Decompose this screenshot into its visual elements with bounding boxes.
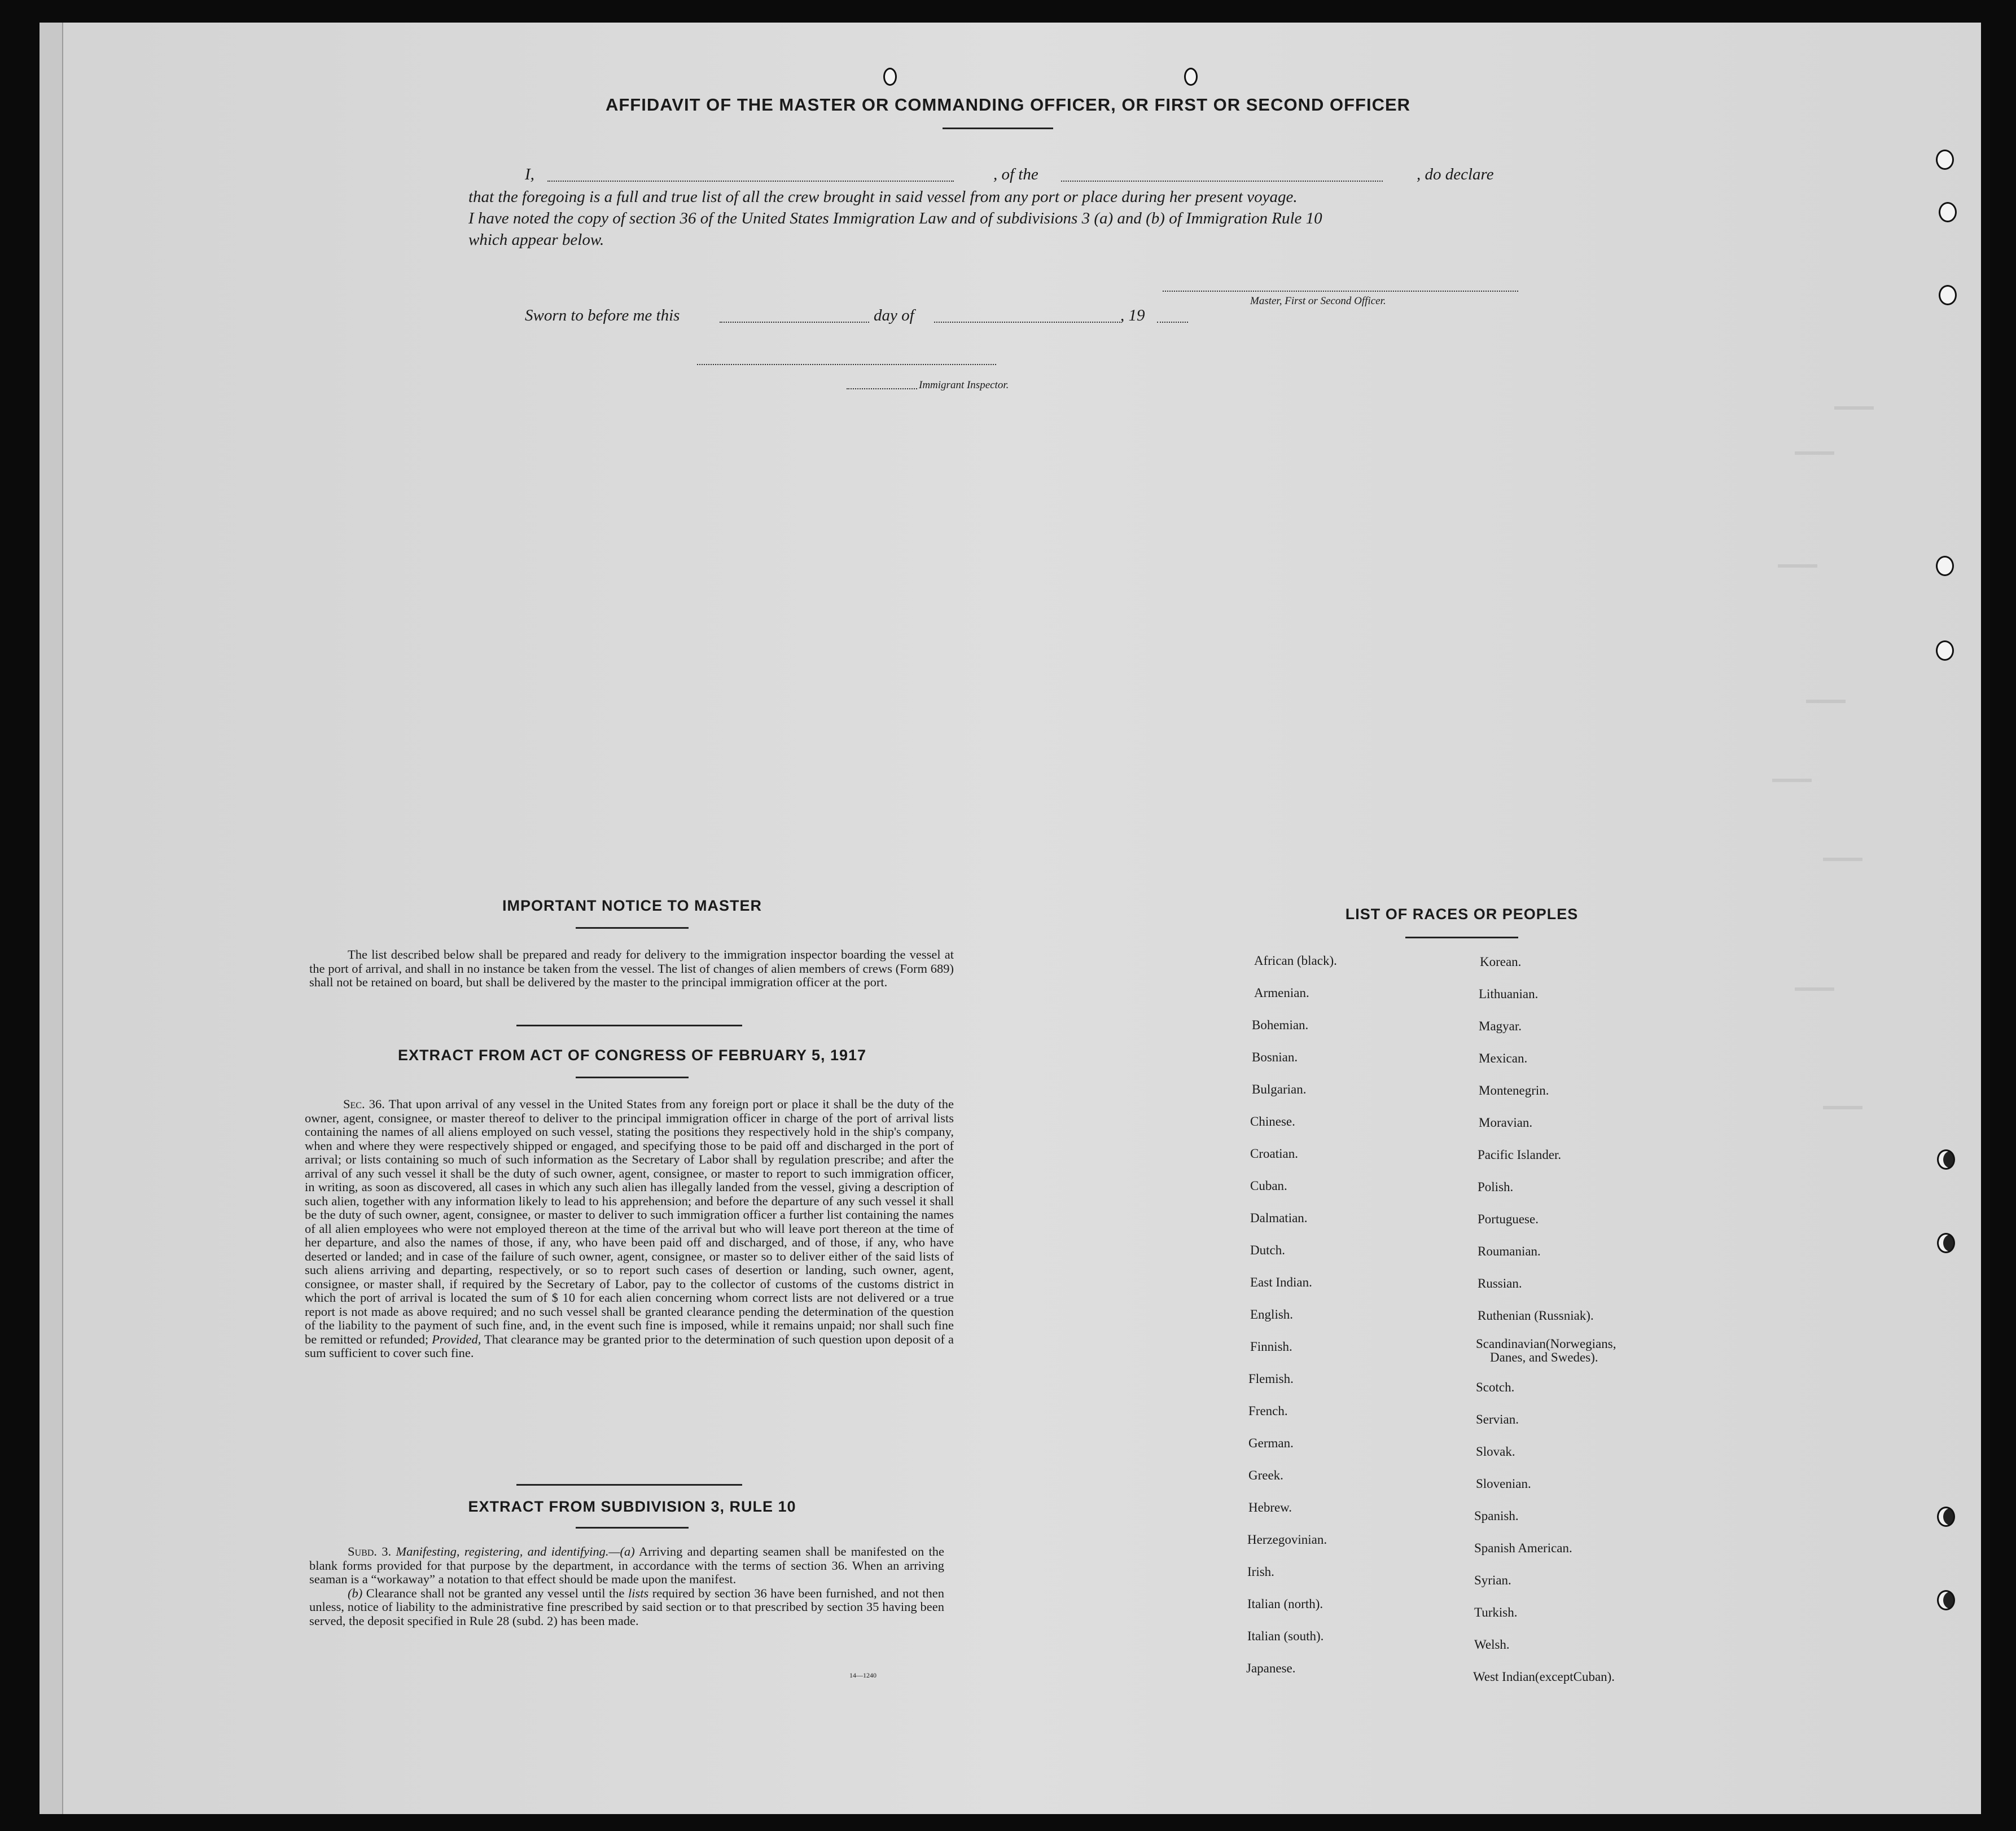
name-field[interactable] <box>547 181 954 182</box>
rule-text-block <box>309 1545 944 1628</box>
act-text-block <box>305 1097 954 1360</box>
lists-word: lists <box>628 1586 649 1600</box>
provided-word: Provided, <box>432 1332 481 1346</box>
rule-text-b2: required by section 36 have been furnished, and not then unless, notice of liability to the administrative fine prescribed by said section or to that prescribed by section 35 having been served, the deposit specified in Rule 28 (subd. 2) has been made. <box>309 1586 945 1628</box>
act-title: EXTRACT FROM ACT OF CONGRESS OF FEBRUARY 5, 1917 <box>397 1047 867 1064</box>
race-item: Chinese. <box>1250 1114 1295 1129</box>
race-item: Polish. <box>1478 1180 1514 1194</box>
notice-text: The list described below shall be prepared and ready for delivery to the immigration inspector boarding the vessel at the port of arrival, and shall in no instance be taken from the vessel. The list of changes of alien members of crews (Form 689) shall not be retained on board, but shall be delivered by the master to the principal immigration officer at the port. <box>309 947 954 989</box>
act-separator <box>516 1484 742 1486</box>
affidavit-declare: , do declare <box>1417 165 1494 183</box>
race-item: Irish. <box>1247 1565 1274 1579</box>
race-item: Finnish. <box>1250 1340 1292 1354</box>
race-item: Magyar. <box>1479 1019 1522 1033</box>
race-item: Lithuanian. <box>1479 987 1539 1001</box>
race-item: Japanese. <box>1246 1661 1296 1675</box>
master-signature-field[interactable] <box>1163 291 1518 292</box>
notice-text-block <box>309 948 954 990</box>
affidavit-line-2: that the foregoing is a full and true list of all the crew brought in said vessel from any port or place during her present voyage. <box>468 188 1298 206</box>
races-title: LIST OF RACES OR PEOPLES <box>1345 906 1579 923</box>
master-signature-caption: Master, First or Second Officer. <box>1250 295 1386 307</box>
race-item: Flemish. <box>1248 1372 1294 1386</box>
race-item: Bohemian. <box>1252 1018 1309 1032</box>
act-title-rule <box>576 1077 689 1078</box>
race-item: Turkish. <box>1474 1605 1518 1619</box>
binder-hole-icon <box>1939 285 1957 305</box>
race-item: English. <box>1250 1307 1294 1321</box>
race-item: East Indian. <box>1250 1275 1312 1289</box>
race-item: Slovak. <box>1476 1444 1515 1459</box>
race-item: Montenegrin. <box>1479 1083 1549 1097</box>
race-item: Scotch. <box>1476 1380 1515 1394</box>
inspector-caption: Immigrant Inspector. <box>919 379 1009 391</box>
notice-title: IMPORTANT NOTICE TO MASTER <box>502 897 762 914</box>
sec-label: Sec. 36. <box>343 1097 385 1111</box>
race-item: Croatian. <box>1250 1147 1298 1161</box>
rule-title-rule <box>576 1527 689 1529</box>
sworn-month-field[interactable] <box>934 322 1120 323</box>
b-label: (b) <box>348 1586 363 1600</box>
race-item: Italian (south). <box>1247 1629 1324 1643</box>
sworn-day-field[interactable] <box>720 322 869 323</box>
affidavit-line-1 <box>525 164 1529 186</box>
year-prefix: , 19 <box>1120 306 1145 324</box>
race-item: Cuban. <box>1250 1179 1287 1193</box>
race-item: Dalmatian. <box>1250 1211 1308 1225</box>
race-item: Spanish. <box>1474 1509 1519 1523</box>
race-item: Spanish American. <box>1474 1541 1572 1555</box>
race-item: Mexican. <box>1479 1051 1528 1065</box>
form-number: 14—1240 <box>849 1671 876 1679</box>
race-item: French. <box>1248 1404 1288 1418</box>
race-item: Servian. <box>1476 1412 1519 1426</box>
binder-hole-icon <box>1936 556 1954 576</box>
act-text-main: That upon arrival of any vessel in the United States from any foreign port or place it shall be the duty of the owner, agent, consignee, or master thereof to deliver to the principal immigration officer in charge of the port of arrival lists containing the names of all aliens employed on such vessel, stating the positions they respectively hold in the ship's company, when and where they were respectively shipped or engaged, and specifying those to be paid off and discharged in the port of arrival; or lists containing so much of such information as the Secretary of Labor shall by regulation prescribe; and after the arrival of any such vessel it shall be the duty of such owner, agent, consignee, or master to report to such immigration officer, in writing, as soon as discovered, all cases in which any such alien has illegally landed from the vessel, giving a description of such alien, together with any information likely to lead to his apprehension; and before the departure of any such vessel it shall be the duty of such owner, agent, consignee, or master to deliver to such immigration officer a further list containing the names of all alien employees who were not employed thereon at the time of the arrival but who will leave port thereon at the time of her departure, and also the names of those, if any, who have been paid off and discharged, and of those, if any, who have deserted or landed; and in case of the failure of such owner, agent, consignee, or master so to deliver either of the said lists of such aliens arriving and departing, respectively, or so to report such cases of desertion or landing, such owner, agent, consignee, or master shall, if required by the Secretary of Labor, pay to the collector of customs of the customs district in which the port of arrival is located the sum of $ 10 for each alien concerning whom correct lists are not delivered or a true report is not made as above required; and no such vessel shall be granted clearance pending the determination of the question of the liability to the payment of such fine, and, in the event such fine is imposed, while it remains unpaid; nor shall such fine be remitted or refunded; <box>305 1097 954 1346</box>
race-item: Slovenian. <box>1476 1477 1531 1491</box>
race-item: Italian (north). <box>1247 1597 1323 1611</box>
affidavit-line-3: I have noted the copy of section 36 of the United States Immigration Law and of subdivisions 3 (a) and (b) of Immigration Rule 10 <box>468 209 1322 227</box>
races-title-rule <box>1405 937 1518 938</box>
race-item: Armenian. <box>1254 986 1309 1000</box>
affidavit-title-rule <box>943 128 1053 129</box>
race-item: Syrian. <box>1474 1573 1511 1587</box>
sworn-line <box>525 305 1202 327</box>
race-item: Bosnian. <box>1252 1050 1298 1064</box>
race-item: Scandinavian(Norwegians, <box>1476 1337 1616 1351</box>
race-item: Welsh. <box>1474 1637 1510 1652</box>
race-item: Greek. <box>1248 1468 1283 1482</box>
vessel-name-field[interactable] <box>1061 181 1383 182</box>
inspector-signature-field[interactable] <box>697 364 996 365</box>
race-item: West Indian(exceptCuban). <box>1473 1670 1615 1684</box>
affidavit-line-4: which appear below. <box>468 231 604 249</box>
day-of-text: day of <box>874 306 914 324</box>
binder-hole-icon <box>1937 1149 1955 1170</box>
race-item: Pacific Islander. <box>1478 1148 1562 1162</box>
sworn-text: Sworn to before me this <box>525 306 680 324</box>
binder-hole-icon <box>1939 202 1957 222</box>
affidavit-i: I, <box>525 165 534 183</box>
sworn-year-field[interactable] <box>1157 322 1188 323</box>
punch-hole-icon <box>883 68 897 86</box>
race-item: African (black). <box>1254 954 1337 968</box>
rule-text-b1: Clearance shall not be granted any vessel until the <box>366 1586 625 1600</box>
race-item: Moravian. <box>1479 1116 1533 1130</box>
rule-text-a: Arriving and departing seamen shall be manifested on the blank forms provided for that purpose by the department, in accordance with the terms of section 36. When an arriving seaman is a “workaway” a notation to that effect should be made upon the manifest. <box>309 1544 945 1586</box>
race-item: Roumanian. <box>1478 1244 1541 1258</box>
race-item: Hebrew. <box>1248 1500 1292 1514</box>
binder-hole-icon <box>1936 150 1954 170</box>
race-item: German. <box>1248 1436 1294 1450</box>
binder-hole-icon <box>1937 1507 1955 1527</box>
race-item: Herzegovinian. <box>1247 1533 1327 1547</box>
race-item: Portuguese. <box>1478 1212 1539 1226</box>
notice-title-rule <box>576 927 689 929</box>
binder-hole-icon <box>1937 1590 1955 1610</box>
subd-label: Subd. 3. <box>348 1544 392 1558</box>
punch-hole-icon <box>1184 68 1198 86</box>
rule-title: EXTRACT FROM SUBDIVISION 3, RULE 10 <box>468 1498 796 1515</box>
affidavit-title: AFFIDAVIT OF THE MASTER OR COMMANDING OFFICER, OR FIRST OR SECOND OFFICER <box>605 95 1411 115</box>
race-item: Korean. <box>1480 955 1522 969</box>
subd-heading: Manifesting, registering, and identifying.—(a) <box>396 1544 635 1558</box>
affidavit-of-the: , of the <box>993 165 1038 183</box>
race-item: Danes, and Swedes). <box>1490 1350 1598 1364</box>
page-binding-edge <box>40 23 63 1814</box>
notice-separator <box>516 1025 742 1026</box>
race-item: Dutch. <box>1250 1243 1285 1257</box>
act-text-end: That clearance may be granted prior to the determination of such question upon deposit of a sum sufficient to cover such fine. <box>305 1332 954 1360</box>
race-item: Bulgarian. <box>1252 1082 1307 1096</box>
race-item: Russian. <box>1478 1276 1522 1290</box>
race-item: Ruthenian (Russniak). <box>1478 1309 1594 1323</box>
binder-hole-icon <box>1936 640 1954 661</box>
binder-hole-icon <box>1937 1233 1955 1253</box>
